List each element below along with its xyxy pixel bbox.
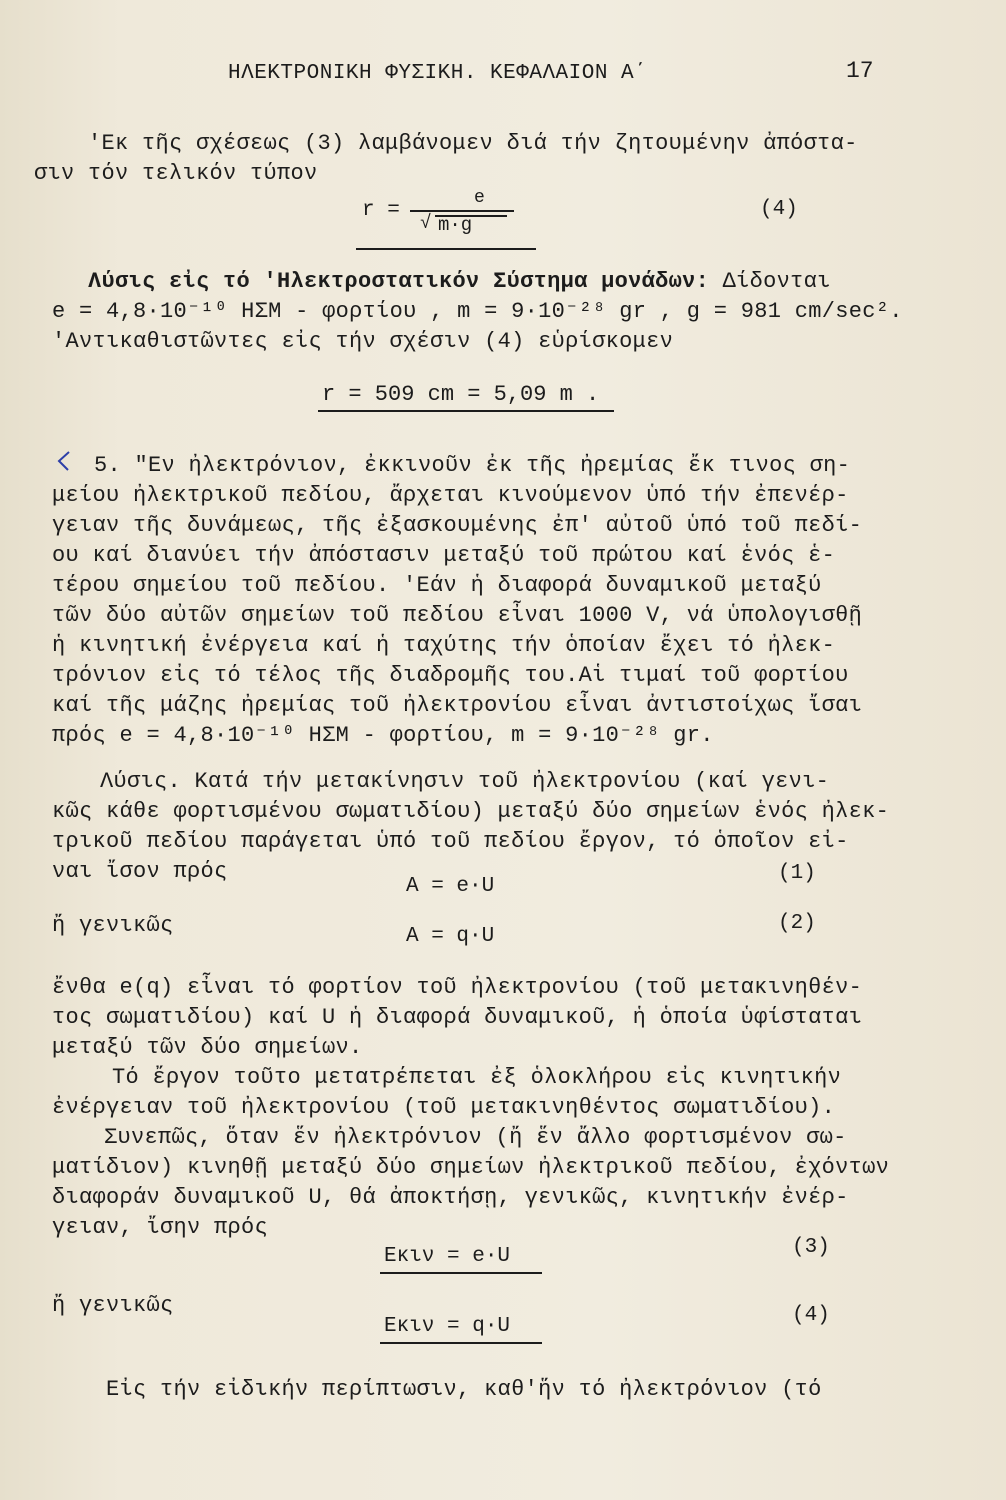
intro-line-2: σιν τόν τελικόν τύπον — [34, 161, 318, 186]
eq4-denominator: m·g — [438, 214, 473, 236]
eq3-tag: (3) — [792, 1236, 830, 1259]
page-number: 17 — [846, 58, 874, 84]
result-underline — [318, 410, 614, 412]
solution-line: κῶς κάθε φορτισμένου σωματιδίου) μεταξύ δύο σημείων ἑνός ἠλεκ- — [52, 799, 890, 824]
solution-line: ἔνθα e(q) εἶναι τό φορτίον τοῦ ἠλεκτρονίου (τοῦ μετακινηθέν- — [52, 975, 863, 1000]
problem-line: τῶν δύο αὐτῶν σημείων τοῦ πεδίου εἶναι 1000 V, νά ὑπολογισθῇ — [52, 603, 863, 628]
eq4-lhs: r = — [362, 199, 400, 222]
eq4-numerator: e — [474, 188, 485, 208]
problem-line: ἡ κινητική ἐνέργεια καί ἡ ταχύτης τήν ὁποίαν ἔχει τό ἠλεκ- — [52, 633, 836, 658]
problem-line: τέρου σημείου τοῦ πεδίου. 'Εάν ἡ διαφορά δυναμικοῦ μεταξύ — [52, 573, 822, 598]
es-line-3: 'Αντικαθιστῶντες εἰς τήν σχέσιν (4) εὑρίσκομεν — [52, 329, 674, 354]
solution-line: ματίδιον) κινηθῇ μεταξύ δύο σημείων ἠλεκτρικοῦ πεδίου, ἐχόντων — [52, 1155, 890, 1180]
eq4b-tag: (4) — [792, 1304, 830, 1327]
problem-line: ου καί διανύει τήν ἀπόστασιν μεταξύ τοῦ πρώτου καί ἑνός ἑ- — [52, 543, 836, 568]
solution-line: μεταξύ τῶν δύο σημείων. — [52, 1035, 363, 1060]
es-heading: Λύσις εἰς τό 'Ηλεκτροστατικόν Σύστημα μονάδων: — [88, 269, 710, 294]
running-header: ΗΛΕΚΤΡΟΝΙΚΗ ΦΥΣΙΚΗ. ΚΕΦΑΛΑΙΟΝ Α΄ — [228, 62, 648, 85]
problem-line: 5. "Εν ἠλεκτρόνιον, ἐκκινοῦν ἐκ τῆς ἠρεμίας ἔκ τινος ση- — [94, 453, 851, 478]
problem-line: πρός e = 4,8·10⁻¹⁰ ΗΣΜ - φορτίου, m = 9·10⁻²⁸ gr. — [52, 723, 714, 748]
solution-line: Λύσις. Κατά τήν μετακίνησιν τοῦ ἠλεκτρονίου (καί γενι- — [100, 769, 830, 794]
solution-last-line: Εἰς τήν εἰδικήν περίπτωσιν, καθ'ἥν τό ἠλεκτρόνιον (τό — [106, 1377, 822, 1402]
or-generally-1: ἤ γενικῶς — [52, 913, 174, 938]
eq4-underline — [356, 248, 536, 250]
eq2-expression: A = q·U — [406, 925, 495, 948]
margin-check-mark-icon — [56, 450, 72, 472]
solution-line: διαφοράν δυναμικοῦ U, θά ἀποκτήσῃ, γενικῶς, κινητικήν ἐνέρ- — [52, 1185, 849, 1210]
problem-line: τρόνιον εἰς τό τέλος τῆς διαδρομῆς του.Αἱ τιμαί τοῦ φορτίου — [52, 663, 849, 688]
eq4b-expression: Eκιν = q·U — [384, 1315, 511, 1338]
eq1-tag: (1) — [778, 862, 816, 885]
or-generally-2: ἤ γενικῶς — [52, 1293, 174, 1318]
solution-line: ἐνέργειαν τοῦ ἠλεκτρονίου (τοῦ μετακινηθέντος σωματιδίου). — [52, 1095, 836, 1120]
es-line-1 — [88, 268, 831, 296]
solution-line: Τό ἔργον τοῦτο μετατρέπεται ἐξ ὁλοκλήρου εἰς κινητικήν — [112, 1065, 842, 1090]
es-line-2: e = 4,8·10⁻¹⁰ ΗΣΜ - φορτίου , m = 9·10⁻²⁸ gr , g = 981 cm/sec². — [52, 299, 903, 324]
eq4b-underline — [380, 1342, 542, 1344]
solution-line: τρικοῦ πεδίου παράγεται ὑπό τοῦ πεδίου ἔργον, τό ὁποῖον εἰ- — [52, 829, 849, 854]
problem-line: γειαν τῆς δυνάμεως, τῆς ἐξασκουμένης ἐπ' αὐτοῦ ὑπό τοῦ πεδί- — [52, 513, 863, 538]
eq3-expression: Eκιν = e·U — [384, 1245, 511, 1268]
eq4-tag: (4) — [760, 198, 798, 221]
solution-line: ναι ἴσον πρός — [52, 859, 228, 884]
problem-line: καί τῆς μάζης ἠρεμίας τοῦ ἠλεκτρονίου εἶναι ἀντιστοίχως ἴσαι — [52, 693, 863, 718]
result-equation: r = 509 cm = 5,09 m . — [322, 382, 600, 407]
intro-line-1: 'Εκ τῆς σχέσεως (3) λαμβάνομεν διά τήν ζητουμένην ἀπόστα- — [88, 131, 858, 156]
eq1-expression: A = e·U — [406, 875, 495, 898]
solution-line: τος σωματιδίου) καί U ἡ διαφορά δυναμικοῦ, ἡ ὁποία ὑφίσταται — [52, 1005, 863, 1030]
solution-line: γειαν, ἴσην πρός — [52, 1215, 269, 1240]
solution-line: Συνεπῶς, ὅταν ἕν ἠλεκτρόνιον (ἤ ἕν ἄλλο φορτισμένον σω- — [104, 1125, 847, 1150]
problem-line: μείου ἠλεκτρικοῦ πεδίου, ἄρχεται κινούμενον ὑπό τήν ἐπενέρ- — [52, 483, 849, 508]
eq3-underline — [380, 1272, 542, 1274]
sqrt-icon: √ — [420, 212, 432, 234]
eq2-tag: (2) — [778, 912, 816, 935]
es-given: Δίδονται — [722, 269, 831, 294]
